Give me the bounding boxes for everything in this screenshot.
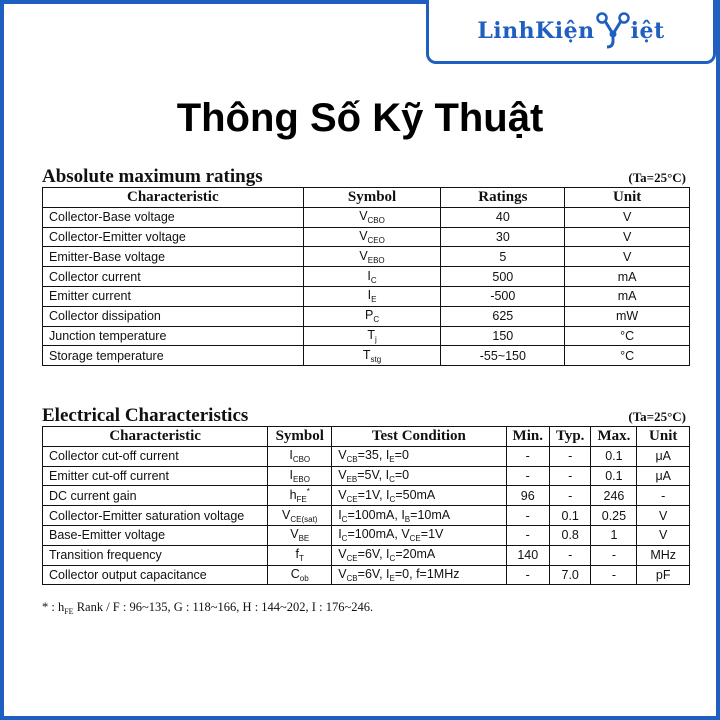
symbol-subscript: ob	[299, 573, 309, 583]
unit-cell: -	[637, 486, 690, 506]
symbol-letter: T	[367, 327, 375, 342]
symbol-cell	[268, 446, 332, 466]
transistor-v-icon	[596, 11, 630, 51]
symbol-cell	[303, 286, 441, 306]
unit-cell: V	[565, 247, 690, 267]
min-cell: -	[506, 506, 549, 526]
typ-cell: -	[549, 545, 590, 565]
condition-letter: I	[386, 566, 390, 581]
symbol-cell	[303, 227, 441, 247]
unit-cell: °C	[565, 326, 690, 346]
symbol-letter: I	[367, 288, 372, 303]
rating-cell: 625	[441, 306, 565, 326]
unit-cell: mA	[565, 267, 690, 287]
condition-value: =100mA,	[347, 527, 402, 542]
characteristic-cell: Emitter cut-off current	[43, 466, 268, 486]
max-cell: 0.1	[591, 446, 637, 466]
condition-subscript: E	[389, 455, 395, 465]
condition-value: =0, f=1MHz	[394, 566, 460, 581]
characteristic-cell: Collector-Emitter voltage	[43, 227, 304, 247]
condition-value: =1V,	[357, 487, 387, 502]
absolute-ratings-condition: (Ta=25°C)	[628, 170, 686, 185]
table-row	[43, 565, 690, 585]
unit-cell: V	[637, 525, 690, 545]
typ-cell: 7.0	[549, 565, 590, 585]
symbol-cell	[268, 525, 332, 545]
symbol-subscript: stg	[370, 354, 382, 364]
footnote-sub: FE	[64, 607, 74, 616]
symbol-cell	[303, 267, 441, 287]
table-row	[43, 525, 690, 545]
max-cell: -	[591, 545, 637, 565]
condition-letter: I	[401, 507, 405, 522]
symbol-subscript: CBO	[292, 455, 311, 465]
symbol-cell	[268, 466, 332, 486]
condition-subscript: C	[389, 554, 396, 564]
column-header: Symbol	[268, 427, 332, 447]
symbol-cell	[268, 506, 332, 526]
condition-value: =5V,	[357, 467, 386, 482]
symbol-subscript: BE	[298, 534, 310, 544]
characteristic-cell: Junction temperature	[43, 326, 304, 346]
absolute-ratings-header	[42, 166, 690, 188]
column-header: Test Condition	[332, 427, 506, 447]
symbol-letter: f	[295, 547, 300, 562]
min-cell: -	[506, 565, 549, 585]
test-condition-cell	[332, 506, 506, 526]
column-header: Min.	[506, 427, 549, 447]
symbol-letter: V	[359, 209, 368, 224]
characteristic-cell: Collector-Base voltage	[43, 207, 304, 227]
symbol-letter: h	[289, 488, 297, 503]
condition-letter: V	[338, 467, 347, 482]
typ-cell: 0.8	[549, 525, 590, 545]
min-cell: -	[506, 525, 549, 545]
unit-cell: MHz	[637, 545, 690, 565]
characteristic-cell: Collector-Emitter saturation voltage	[43, 506, 268, 526]
symbol-cell	[303, 346, 441, 366]
column-header: Characteristic	[43, 188, 304, 208]
condition-letter: V	[338, 547, 347, 562]
test-condition-cell	[332, 486, 506, 506]
max-cell: 0.25	[591, 506, 637, 526]
page-title: Thông Số Kỹ Thuật	[176, 96, 544, 140]
characteristic-cell: Base-Emitter voltage	[43, 525, 268, 545]
logo-wordmark	[477, 11, 664, 51]
table-row	[43, 286, 690, 306]
condition-letter: I	[386, 547, 390, 562]
column-header: Characteristic	[43, 427, 268, 447]
condition-subscript: CE	[346, 494, 358, 504]
condition-value: =0	[394, 467, 410, 482]
electrical-characteristics-header	[42, 405, 690, 427]
symbol-letter: C	[290, 566, 300, 581]
characteristic-cell: Storage temperature	[43, 346, 304, 366]
symbol-letter: V	[290, 527, 299, 542]
test-condition-cell	[332, 466, 506, 486]
symbol-superscript: *	[306, 487, 310, 497]
symbol-letter: V	[282, 507, 291, 522]
logo-text-left: LinhKiện	[477, 17, 595, 44]
rating-cell: 150	[441, 326, 565, 346]
symbol-letter: I	[367, 268, 371, 283]
table-row	[43, 247, 690, 267]
symbol-subscript: EBO	[293, 474, 310, 484]
unit-cell: mW	[565, 306, 690, 326]
column-header: Unit	[565, 188, 690, 208]
test-condition-cell	[332, 446, 506, 466]
condition-subscript: CE	[409, 534, 421, 544]
symbol-subscript: C	[373, 315, 380, 325]
symbol-subscript: j	[374, 334, 377, 344]
condition-subscript: CB	[346, 455, 358, 465]
table-row	[43, 506, 690, 526]
symbol-cell	[303, 247, 441, 267]
symbol-cell	[303, 326, 441, 346]
condition-letter: I	[385, 448, 390, 463]
characteristic-cell: Collector output capacitance	[43, 565, 268, 585]
condition-value: =0	[394, 448, 409, 463]
rating-cell: 30	[441, 227, 565, 247]
condition-letter: V	[338, 566, 347, 581]
characteristic-cell: DC current gain	[43, 486, 268, 506]
electrical-characteristics-title: Electrical Characteristics	[42, 405, 249, 426]
condition-value: =20mA	[395, 547, 436, 562]
typ-cell: -	[549, 486, 590, 506]
min-cell: 140	[506, 545, 549, 565]
symbol-subscript: EBO	[367, 255, 385, 265]
footnote-prefix: * : h	[42, 600, 65, 614]
condition-subscript: CE	[346, 554, 358, 564]
condition-letter: V	[401, 527, 410, 542]
symbol-cell	[268, 565, 332, 585]
table-row	[43, 267, 690, 287]
footnote-text: Rank / F : 96~135, G : 118~166, H : 144~202, I : 176~246.	[73, 600, 374, 614]
table-row	[43, 227, 690, 247]
column-header: Typ.	[549, 427, 590, 447]
electrical-characteristics-condition: (Ta=25°C)	[628, 409, 686, 424]
symbol-cell	[268, 545, 332, 565]
rating-cell: -55~150	[441, 346, 565, 366]
max-cell: 0.1	[591, 466, 637, 486]
test-condition-cell	[332, 565, 506, 585]
condition-letter: I	[386, 487, 390, 502]
symbol-cell	[303, 306, 441, 326]
characteristic-cell: Collector cut-off current	[43, 446, 268, 466]
min-cell: -	[506, 466, 549, 486]
condition-value: =1V	[420, 527, 444, 542]
symbol-letter: V	[359, 248, 368, 263]
condition-subscript: C	[341, 534, 348, 544]
symbol-subscript: FE	[296, 495, 307, 505]
unit-cell: V	[637, 506, 690, 526]
condition-value: =6V,	[357, 566, 387, 581]
rating-cell: -500	[441, 286, 565, 306]
condition-letter: V	[338, 487, 347, 502]
table-row	[43, 446, 690, 466]
characteristic-cell: Transition frequency	[43, 545, 268, 565]
condition-value: =10mA	[410, 507, 451, 522]
rating-cell: 40	[441, 207, 565, 227]
condition-value: =6V,	[357, 547, 387, 562]
condition-value: =35,	[357, 448, 386, 463]
condition-value: =100mA,	[347, 507, 402, 522]
condition-subscript: CB	[346, 573, 358, 583]
condition-subscript: B	[404, 514, 411, 524]
electrical-characteristics-table	[42, 426, 690, 585]
characteristic-cell: Emitter-Base voltage	[43, 247, 304, 267]
max-cell: 1	[591, 525, 637, 545]
max-cell: 246	[591, 486, 637, 506]
unit-cell: μA	[637, 466, 690, 486]
condition-subscript: C	[389, 494, 396, 504]
column-header: Ratings	[441, 188, 565, 208]
typ-cell: -	[549, 446, 590, 466]
typ-cell: 0.1	[549, 506, 590, 526]
unit-cell: mA	[565, 286, 690, 306]
condition-letter: I	[385, 467, 390, 482]
table-row	[43, 207, 690, 227]
condition-letter: I	[338, 527, 342, 542]
test-condition-cell	[332, 525, 506, 545]
symbol-cell	[268, 486, 332, 506]
symbol-letter: V	[359, 228, 368, 243]
typ-cell: -	[549, 466, 590, 486]
condition-letter: V	[338, 448, 347, 463]
table-row	[43, 326, 690, 346]
symbol-letter: P	[364, 308, 374, 323]
logo-text-right: iệt	[630, 17, 665, 44]
unit-cell: pF	[637, 565, 690, 585]
condition-letter: I	[338, 507, 342, 522]
condition-subscript: C	[341, 514, 348, 524]
condition-value: =50mA	[395, 487, 436, 502]
characteristic-cell: Collector dissipation	[43, 306, 304, 326]
table-row	[43, 346, 690, 366]
column-header: Unit	[637, 427, 690, 447]
test-condition-cell	[332, 545, 506, 565]
absolute-ratings-title: Absolute maximum ratings	[42, 166, 263, 187]
hfe-rank-footnote	[42, 600, 373, 616]
column-header: Max.	[591, 427, 637, 447]
symbol-subscript: T	[299, 554, 304, 564]
condition-subscript: EB	[346, 474, 358, 484]
characteristic-cell: Collector current	[43, 267, 304, 287]
absolute-ratings-table	[42, 187, 690, 366]
condition-subscript: C	[389, 474, 395, 484]
unit-cell: °C	[565, 346, 690, 366]
unit-cell: V	[565, 227, 690, 247]
condition-subscript: E	[389, 573, 395, 583]
symbol-subscript: C	[370, 275, 377, 285]
symbol-subscript: CEO	[367, 235, 385, 245]
symbol-subscript: E	[371, 295, 377, 305]
table-header-row	[43, 188, 690, 208]
table-header-row	[43, 427, 690, 447]
max-cell: -	[591, 565, 637, 585]
symbol-letter: T	[362, 347, 371, 362]
symbol-letter: I	[289, 448, 293, 463]
characteristic-cell: Emitter current	[43, 286, 304, 306]
min-cell: 96	[506, 486, 549, 506]
rating-cell: 500	[441, 267, 565, 287]
min-cell: -	[506, 446, 549, 466]
table-row	[43, 306, 690, 326]
table-row	[43, 466, 690, 486]
unit-cell: V	[565, 207, 690, 227]
symbol-cell	[303, 207, 441, 227]
rating-cell: 5	[441, 247, 565, 267]
unit-cell: μA	[637, 446, 690, 466]
symbol-subscript: CE(sat)	[290, 514, 318, 524]
symbol-letter: I	[289, 467, 294, 482]
table-row	[43, 486, 690, 506]
brand-logo	[426, 0, 716, 64]
table-row	[43, 545, 690, 565]
column-header: Symbol	[303, 188, 441, 208]
symbol-subscript: CBO	[367, 216, 385, 226]
